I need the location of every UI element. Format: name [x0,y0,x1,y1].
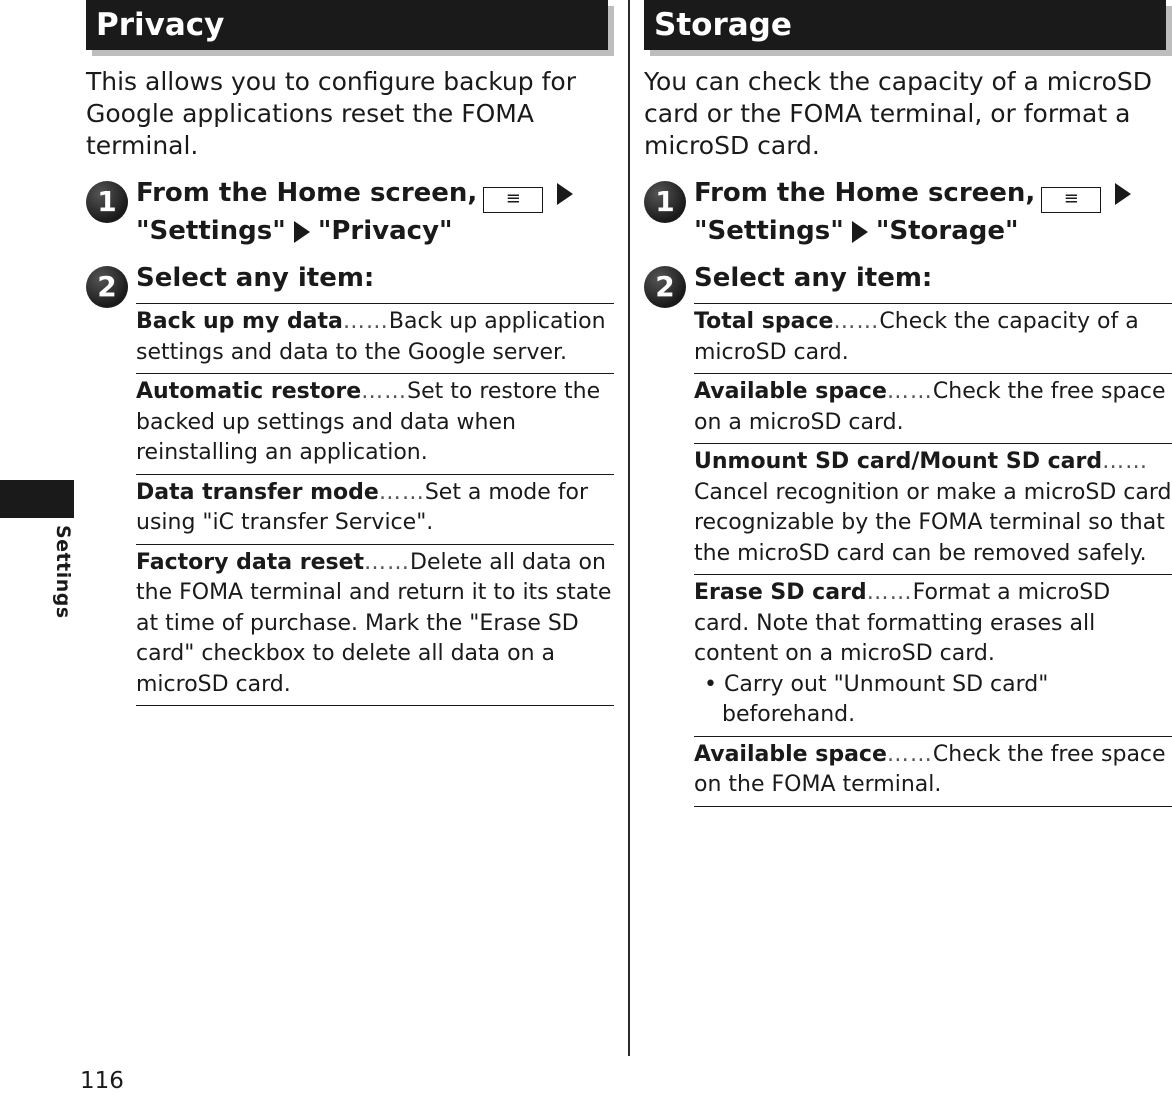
privacy-section [86,0,614,706]
step-number-1: 1 [644,181,686,223]
list-item: Unmount SD card/Mount SD card……Cancel recognition or make a microSD card recognizable by the FOMA terminal so that the microSD card can be removed safely. [694,444,1172,575]
item-description: Check the capacity of a microSD card. [694,309,1139,365]
arrow-right-icon [294,221,310,243]
list-item: Data transfer mode……Set a mode for using "iC transfer Service". [136,475,614,545]
bullet-icon: • [704,671,724,697]
item-description: Cancel recognition or make a microSD card recognizable by the FOMA terminal so that the microSD card can be removed safely. [694,479,1172,566]
arrow-right-icon [557,183,573,205]
item-term: Available space [694,379,887,404]
page-number: 116 [80,1068,124,1094]
privacy-step-1 [86,175,614,250]
step-1-prefix: From the Home screen, [136,178,478,208]
item-note [694,670,1172,731]
item-term: Back up my data [136,309,343,334]
column-divider [628,0,630,1056]
privacy-step-2 [86,260,614,706]
storage-step-2 [644,260,1172,807]
list-item: Factory data reset……Delete all data on the FOMA terminal and return it to its state at time of purchase. Mark the "Erase SD card" checkbox to delete all data on a microSD card. [136,545,614,707]
item-description: Set a mode for using "iC transfer Service". [136,479,589,535]
storage-item-list [694,303,1172,807]
step-1-path-privacy: "Privacy" [317,216,453,246]
item-note-text: Carry out "Unmount SD card" beforehand. [722,671,1049,727]
item-description: Set to restore the backed up settings and data when reinstalling an application. [136,379,601,465]
step-2-instruction: Select any item: [694,263,933,293]
item-description: Back up application settings and data to the Google server. [136,309,606,365]
list-item: Erase SD card……Format a microSD card. Note that formatting erases all content on a microSD card. • Carry out "Unmount SD card" beforehand. [694,575,1172,737]
item-term: Erase SD card [694,580,867,605]
step-1-instruction [694,175,1172,250]
item-term: Data transfer mode [136,479,379,505]
item-description: Check the free space on a microSD card. [694,379,1166,435]
list-item: Automatic restore……Set to restore the backed up settings and data when reinstalling an application. [136,374,614,475]
step-1-prefix: From the Home screen, [694,178,1036,208]
step-1-path-settings: "Settings" [136,216,286,246]
item-term: Unmount SD card/Mount SD card [694,449,1103,474]
storage-intro: You can check the capacity of a microSD card or the FOMA terminal, or format a microSD card. [644,67,1152,160]
step-number-2: 2 [86,266,128,308]
step-number-2: 2 [644,266,686,308]
item-description: Format a microSD card. Note that formatting erases all content on a microSD card. [694,580,1111,666]
storage-step-1 [644,175,1172,250]
item-term: Total space [694,309,834,334]
step-2-instruction: Select any item: [136,263,375,293]
step-number-1: 1 [86,181,128,223]
arrow-right-icon [852,221,868,243]
section-title-storage: Storage [644,0,1166,50]
item-term: Factory data reset [136,549,365,575]
arrow-right-icon [1115,183,1131,205]
side-tab-label: Settings [52,525,74,619]
list-item: Available space……Check the free space on the FOMA terminal. [694,737,1172,807]
step-1-path-storage: "Storage" [875,216,1019,246]
step-1-path-settings: "Settings" [694,216,844,246]
item-description: Check the free space on the FOMA terminal. [694,741,1166,797]
privacy-intro: This allows you to configure backup for Google applications reset the FOMA terminal. [86,67,576,160]
list-item: Total space……Check the capacity of a microSD card. [694,304,1172,374]
item-description: Delete all data on the FOMA terminal and return it to its state at time of purchase. Mark the "Erase SD card" checkbox to delete all data on a microSD card. [136,549,612,697]
item-term: Automatic restore [136,379,362,404]
section-title-privacy: Privacy [86,0,608,50]
list-item: Back up my data……Back up application settings and data to the Google server. [136,304,614,374]
step-1-instruction [136,175,614,250]
side-tab-marker [0,480,74,518]
privacy-item-list [136,303,614,706]
menu-key-icon: ≡ [483,187,543,213]
menu-key-icon: ≡ [1041,187,1101,213]
item-term: Available space [694,741,887,767]
storage-section [644,0,1172,807]
list-item: Available space……Check the free space on a microSD card. [694,374,1172,444]
